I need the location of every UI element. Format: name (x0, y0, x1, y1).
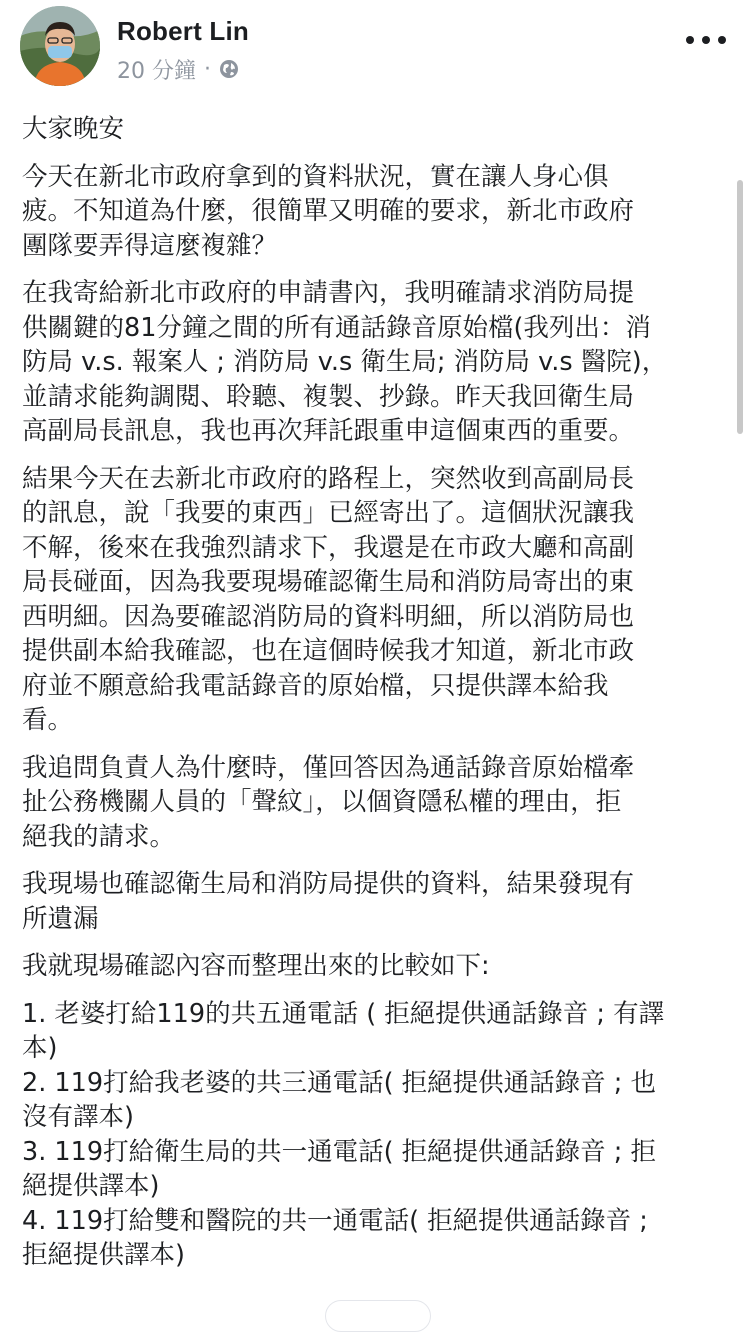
list-item: 3. 119打給衛生局的共一通電話( 拒絕提供通話錄音 ; 拒 絕提供譯本) (22, 1136, 656, 1201)
list-item: 4. 119打給雙和醫院的共一通電話( 拒絕提供通話錄音 ; 拒絕提供譯本) (22, 1205, 648, 1270)
list-item: 2. 119打給我老婆的共三通電話( 拒絕提供通話錄音 ; 也 沒有譯本) (22, 1067, 656, 1132)
more-options-button[interactable] (686, 28, 726, 52)
scrollbar[interactable] (737, 180, 743, 434)
post-header (0, 0, 750, 100)
more-icon (702, 36, 710, 44)
post-paragraph: 今天在新北市政府拿到的資料狀況，實在讓人身心俱 疲。不知道為什麼，很簡單又明確的要求，新北市政府 團隊要弄得這麼複雜？ (22, 161, 635, 261)
avatar-photo (20, 6, 100, 86)
bottom-pill[interactable] (325, 1300, 431, 1332)
author-name[interactable]: Robert Lin (117, 16, 249, 46)
post-paragraph: 我現場也確認衛生局和消防局提供的資料，結果發現有 所遺漏 (22, 869, 635, 934)
post-paragraph: 在我寄給新北市政府的申請書內，我明確請求消防局提 供關鍵的81分鐘之間的所有通話錄音原始檔(我列出：消 防局 v.s. 報案人 ; 消防局 v.s 衛生局; 消防局 v.s 醫院)， 並請求能夠調閱、聆聽、複製、抄錄。昨天我回衛生局 高副局長訊息，我也再次拜託跟重申這個東西的重要。 (22, 278, 668, 446)
more-icon (718, 36, 726, 44)
globe-icon[interactable] (219, 59, 239, 79)
post-paragraph: 大家晚安 (22, 114, 125, 144)
post-body (22, 112, 722, 1273)
post-paragraph: 結果今天在去新北市政府的路程上，突然收到高副局長 的訊息，說「我要的東西」已經寄出了。這個狀況讓我 不解，後來在我強烈請求下，我還是在市政大廳和高副 局長碰面，因為我要現場確認衛生局和消防局寄出的東 西明細。因為要確認消防局的資料明細，所以消防局也 提供副本給我確認，也在這個時候我才知道，新北市政 府並不願意給我電話錄音的原始檔，只提供譯本給我 看。 (22, 463, 635, 735)
list-item: 1. 老婆打給119的共五通電話 ( 拒絕提供通話錄音 ; 有譯 本) (22, 998, 665, 1063)
post-meta (117, 54, 239, 84)
post-time[interactable]: 20 分鐘 (117, 58, 196, 84)
meta-separator: · (204, 56, 211, 82)
post-paragraph: 我就現場確認內容而整理出來的比較如下: (22, 951, 490, 981)
post-paragraph: 我追問負責人為什麼時，僅回答因為通話錄音原始檔牽 扯公務機關人員的「聲紋」，以個資隱私權的理由，拒 絕我的請求。 (22, 752, 635, 852)
avatar[interactable] (20, 6, 100, 86)
more-icon (686, 36, 694, 44)
